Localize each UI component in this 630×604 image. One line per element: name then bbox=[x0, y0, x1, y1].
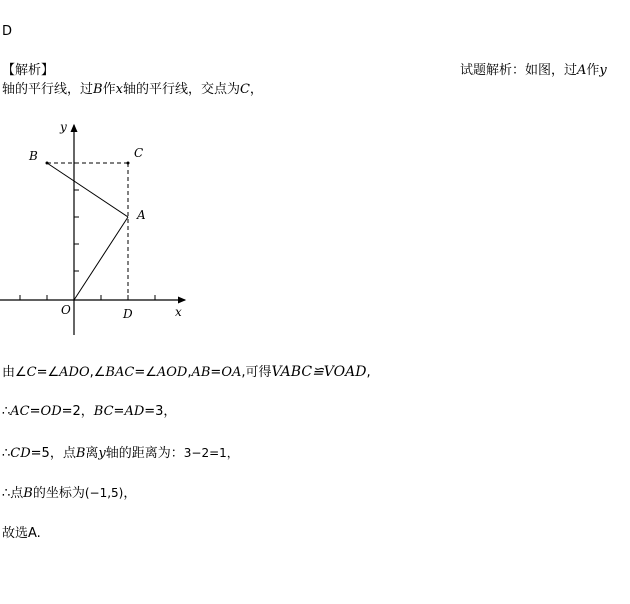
fig-label-x: x bbox=[175, 305, 182, 319]
point-label-c: C bbox=[239, 82, 250, 97]
math-seg: AD bbox=[124, 404, 145, 419]
therefore-symbol: ∴点 bbox=[2, 486, 24, 501]
fig-label-c: C bbox=[134, 146, 144, 160]
point-label-b: B bbox=[93, 82, 103, 97]
text-seg: =∠ bbox=[36, 365, 60, 380]
text-seg: =2， bbox=[61, 404, 94, 419]
math-seg: OD bbox=[40, 404, 62, 419]
text-seg: 由∠ bbox=[2, 365, 27, 380]
fig-label-o: O bbox=[61, 303, 71, 317]
math-seg: ADO bbox=[59, 365, 90, 380]
math-seg: AC bbox=[10, 404, 30, 419]
analysis-line-2 bbox=[2, 82, 263, 98]
point-c-dot bbox=[127, 162, 130, 165]
analysis-line-1 bbox=[460, 63, 607, 79]
text-seg: = bbox=[210, 365, 222, 380]
math-seg: C bbox=[26, 365, 37, 380]
text-seg: = bbox=[113, 404, 125, 419]
math-seg: B bbox=[75, 446, 86, 461]
text-seg: 轴的平行线，交点为 bbox=[122, 82, 240, 97]
fig-label-a: A bbox=[137, 208, 146, 222]
step-3 bbox=[2, 445, 239, 462]
fig-label-d: D bbox=[123, 307, 133, 321]
text-seg: , bbox=[187, 365, 192, 380]
math-seg: BAC bbox=[105, 365, 135, 380]
step-2 bbox=[2, 404, 176, 420]
text-seg: 离 bbox=[85, 446, 99, 461]
text-seg: , bbox=[366, 365, 371, 380]
math-seg: AOD bbox=[156, 365, 188, 380]
text-seg: 试题解析：如图，过 bbox=[460, 63, 578, 78]
text-seg: 作 bbox=[586, 63, 600, 78]
step-1 bbox=[2, 364, 371, 381]
math-seg: BC bbox=[93, 404, 114, 419]
congruence-statement: VABC≌VOAD bbox=[271, 364, 367, 380]
text-seg: ， bbox=[123, 486, 137, 501]
text-seg: 作 bbox=[102, 82, 116, 97]
text-seg: =∠ bbox=[134, 365, 157, 380]
axis-label-x: x bbox=[115, 82, 123, 97]
therefore-symbol: ∴ bbox=[2, 404, 11, 419]
point-label-a: A bbox=[577, 63, 587, 78]
math-seg: CD bbox=[10, 446, 31, 461]
fig-label-y: y bbox=[60, 120, 67, 134]
y-axis-ticks bbox=[74, 163, 79, 271]
point-b-dot bbox=[46, 162, 49, 165]
text-seg: =5，点 bbox=[30, 446, 76, 461]
text-seg: = bbox=[29, 404, 41, 419]
text-seg: ,可得 bbox=[241, 365, 272, 380]
x-axis-ticks bbox=[20, 295, 155, 300]
math-seg: B bbox=[23, 486, 33, 501]
text-seg: 的坐标为 bbox=[32, 486, 85, 501]
segment-oa bbox=[74, 217, 128, 300]
math-seg: 3−2=1， bbox=[183, 446, 239, 460]
coordinate-figure bbox=[0, 115, 200, 345]
segment-ba bbox=[47, 163, 128, 217]
math-seg: OA bbox=[221, 365, 242, 380]
text-seg: ， bbox=[249, 82, 263, 97]
analysis-heading: 【解析】 bbox=[2, 63, 55, 78]
text-seg: 轴的平行线，过 bbox=[2, 82, 94, 97]
coordinate-value: (−1,5) bbox=[84, 486, 124, 500]
text-seg: =3， bbox=[144, 404, 177, 419]
text-seg: ,∠ bbox=[89, 365, 106, 380]
fig-label-b: B bbox=[29, 149, 38, 163]
therefore-symbol: ∴ bbox=[2, 446, 11, 461]
axis-label-y: y bbox=[599, 63, 607, 78]
math-seg: AB bbox=[191, 365, 211, 380]
text-seg: 轴的距离为： bbox=[105, 446, 184, 461]
conclusion-text: 故选A. bbox=[2, 526, 41, 541]
answer-text: D bbox=[2, 24, 13, 39]
math-seg: y bbox=[98, 446, 106, 461]
step-4 bbox=[2, 485, 136, 502]
